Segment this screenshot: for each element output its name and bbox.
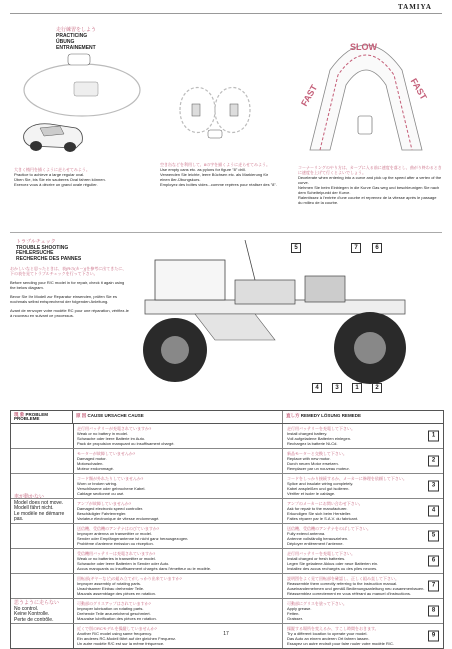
remedy-line: Kabel anspleißen und gut isolieren. [287,486,350,491]
remedy-jp: 説明図をよく見て回転部を確認し、正しく組み直して下さい。 [287,576,399,581]
row-number-badge: 9 [428,631,439,642]
practice-cornering-fr: Ralentissez à l'entrée d'une courbe et reprenez de la vitesse après le passage du milieu de la courbe. [298,195,437,205]
remedy-line: Install charged battery. [287,431,328,436]
header-cause-en: CAUSE URSACHE CAUSE [87,413,144,418]
cause-line: Damaged motor. [77,456,107,461]
row-number-badge: 8 [428,606,439,617]
practice-title-fr: ENTRAINEMENT [56,45,96,51]
track-cornering-illustration [290,30,442,160]
problem-not-move-fr: Le modèle ne démarre pas. [14,510,65,522]
remedy-line: Ask for repair to the manufacturer. [287,506,348,511]
header-problem-en: PROBLEM [25,412,49,417]
cause-line: Sender oder Empfängerantenne ist nicht ganz herausgezogen. [77,536,189,541]
track-label-slow: SLOW [350,42,377,52]
troubleshooting-title-fr: RECHERCHE DES PANNES [16,255,82,262]
cause-jp: 走行用バッテリーが充電されていますか? [77,426,152,431]
remedy-line: Legen Sie geladene Akkus oder neue Batterien ein. [287,561,379,566]
remedy-line: Install charged or fresh batteries. [287,556,346,561]
problem-not-move-jp: 車が動かない [14,494,45,500]
cause-jp: コード類が外れたりしていませんか? [77,476,144,481]
cause-line: Motorschaden. [77,461,104,466]
cause-cell [73,449,283,473]
remedy-cell [283,449,443,473]
remedy-jp: 走行用バッテリーを充電して下さい。 [287,551,355,556]
table-row [11,524,443,549]
cause-line: Problème d'antenne émission ou réception. [77,541,154,546]
cause-line: Drehende Teile anzureichend geschmiert. [77,611,151,616]
troubleshooting-table [10,410,444,649]
section-divider [10,232,442,233]
cause-line: Damaged electronic speed controller. [77,506,144,511]
remedy-line: Essayez un autre endroit pour faire rouler votre modèle R/C. [287,641,394,646]
header-problem [11,411,73,423]
cause-cell [73,499,283,523]
cause-jp: 可動部のグリスアップはされていますか? [77,601,151,606]
table-row [11,549,443,574]
problem-no-control-jp: 思うように走らない [14,600,60,606]
row-number-badge: 5 [428,531,439,542]
practice-title-jp: 走行練習をしよう [56,27,97,33]
practice-eight-fr: Employez des boîtes vides...comme repères pour réaliser des "8". [160,182,277,187]
chassis-illustration [135,240,435,400]
remedy-line: Installez des accus rechargés ou des piles neuves. [287,566,378,571]
cause-line: Improper assembly of rotating parts. [77,581,142,586]
cause-cell [73,599,283,623]
cause-jp: 送信機、受信機のアンテナはのびていますか? [77,526,160,531]
remedy-jp: 可動部にグリスを塗って下さい。 [287,601,347,606]
callout-3: 3 [332,383,342,393]
page-number: 17 [223,631,229,637]
cause-line: Schwache oder leere Batterien in Sender oder Auto. [77,561,170,566]
practice-cornering-de: Nehmen Sie beim Einbiegen in die Kurve Gas weg und beschleunigen Sie nach dem Scheitelpunkt der Kurve. [298,185,440,195]
table-row [11,449,443,474]
cause-line: Another R/C model using same frequency. [77,631,153,636]
cause-line: Ein anderes RC-Modell fährt auf der gleichen Frequenz. [77,636,177,641]
practice-eight-de: Verwenden Sie leichte, leere Büchsen etc. als Markierung für einen 8er-Übungskurs. [160,172,269,182]
header-rule [10,13,442,14]
remedy-cell [283,599,443,623]
problem-not-move-de: Modell fährt nicht. [14,505,54,511]
table-row [11,474,443,499]
cause-jp: 回転部(ギヤーなど)の組み立てがしっかり出来ていますか? [77,576,182,581]
cause-line: Un autre modèle R/C est sur la même fréquence. [77,641,165,646]
problem-no-control-en: No control. [14,605,39,612]
practice-cornering-text [298,165,442,205]
callout-5: 5 [291,243,301,253]
row-number-badge: 1 [428,431,439,442]
problem-no-control-de: Keine Kontrolle. [14,611,50,617]
row-number-badge: 3 [428,481,439,492]
troubleshooting-intro-de: Bevor Sie Ihr Modell zur Reparatur einsenden, prüfen Sie es nochmals selbst entsprechend der folgenden Anleitung. [10,294,117,304]
remedy-line: Reassemble them correctly referring to the instruction manual. [287,581,398,586]
remedy-cell [283,424,443,448]
oval-practice-illustration [10,42,150,160]
remedy-line: Antenne vollständig herausziehen. [287,536,349,541]
header-problem-jp: 現 象 [14,412,25,417]
track-label-fast-left: FAST [299,82,320,108]
cause-line: Mauvais assemblage des pièces en rotation. [77,591,156,596]
troubleshooting-title-jp: トラブルチェック [16,239,56,245]
practice-eight-text [160,162,278,187]
row-number-badge: 7 [428,581,439,592]
cause-line: Mauvaise lubrification des pièces en rotation. [77,616,157,621]
callout-2: 2 [372,383,382,393]
troubleshooting-intro-en: Before sending your R/C model in for repair, check it again using the below diagram. [10,280,125,290]
remedy-line: Apply grease. [287,606,312,611]
remedy-line: Erkundigen Sie sich beim Hersteller. [287,511,352,516]
cause-line: Beschädigter Fahrtenregler. [77,511,127,516]
remedy-line: Voll aufgeladene Batterien einlegen. [287,436,352,441]
cause-jp: モーターが故障していませんか? [77,451,136,456]
cause-line: Improper lubrication on rotating parts. [77,606,144,611]
practice-title-en: PRACTICING [56,33,88,39]
cause-line: Unachtsamer Einbau drehender Teile. [77,586,145,591]
remedy-jp: アンプのメーカーにお問い合わせ下さい。 [287,501,363,506]
remedy-line: Fetten. [287,611,300,616]
remedy-line: Durch neuen Motor ersetzen. [287,461,339,466]
remedy-line: Faites réparer par le S.A.V. du fabricant. [287,516,359,521]
remedy-jp: 操縦する場所を変えるか、すこし時間をおきます。 [287,626,379,631]
cause-line: Weak or no batteries in transmitter or model. [77,556,156,561]
remedy-line: Replace with new motor. [287,456,331,461]
problem-not-move-en: Model does not move. [14,499,64,506]
cause-line: Variateur électronique de vitesse endommagé. [77,516,160,521]
track-label-fast-right: FAST [408,76,429,102]
table-row [11,599,443,624]
cause-line: Worn or broken wiring. [77,481,118,486]
cause-cell [73,574,283,598]
remedy-jp: 送信機、受信機のアンテナをのばして下さい。 [287,526,371,531]
cause-line: Pack de propulsion manquant ou insuffisament chargé. [77,441,175,446]
remedy-line: Fully extend antenna. [287,531,326,536]
cause-line: Verschlissene oder gebrochene Kabel. [77,486,146,491]
remedy-line: Graisser. [287,616,304,621]
problem-no-control-fr: Perte de contrôle. [14,616,54,623]
troubleshooting-title-en: TROUBLE SHOOTING [16,244,69,251]
cause-jp: 近くで別のRCモデルを操縦していませんか? [77,626,157,631]
cause-cell [73,474,283,498]
brand-logo: TAMIYA [397,3,432,11]
troubleshooting-intro-jp: おかしいなと思ったときは、表(Rの(カー))を参考に出てきたに、下の表を見てトラブルチェックを行って下さい。 [10,266,127,276]
remedy-line: Auseinandernehmen und gemäß Bedienungsanleitung neu zusammenbauen. [287,586,425,591]
practice-cornering-en: Decelerate when entering into a curve and pick up the speed after a vertex of the curve. [298,175,442,185]
cause-cell [73,524,283,548]
remedy-line: Déployer entièrement l'antenne. [287,541,344,546]
practice-oval-en: Practice to achieve a large regular oval. [14,172,85,177]
cause-line: Improper antenna on transmitter or model. [77,531,152,536]
header-cause [73,411,283,423]
table-row [11,499,443,524]
cause-line: Weak or no battery in model. [77,431,129,436]
figure-eight-illustration [160,70,270,160]
cause-line: Accus manquants ou insuffisamment chargés dans l'émetteur ou le modèle. [77,566,212,571]
troubleshooting-title-de: FEHLERSUCHE [16,250,54,256]
remedy-cell [283,499,443,523]
cause-jp: アンプが故障していませんか? [77,501,132,506]
callout-1: 1 [352,383,362,393]
remedy-line: Réassemblez correctement en vous référant au manuel d'instructions. [287,591,411,596]
remedy-cell [283,574,443,598]
header-remedy-en: REMEDY LÖSUNG REMEDE [300,413,361,418]
table-body [11,424,443,648]
remedy-line: Vérifier et isoler le cablage. [287,491,336,496]
troubleshooting-intro-fr: Avant de renvoyer votre modèle RC pour une réparation, vérifiez-le à nouveau en suivant ce processus. [10,308,129,318]
practice-title-de: ÜBUNG [56,39,75,45]
cause-line: Cablage sectionné ou usé. [77,491,125,496]
remedy-line: Das Auto an einem anderen Ort fahren lassen. [287,636,370,641]
practice-cornering-jp: コーナーリングのやり方は、カーブに入る前に速度を落とし、曲がり終わるときに速度を上げて行くとよいでしょう。 [298,165,442,175]
troubleshooting-intro [10,266,130,322]
table-header [11,411,443,424]
callout-4: 4 [312,383,322,393]
practice-oval-de: Üben Sie, bis Sie ein sauberes Oval fahren können. [14,177,106,182]
callout-7: 7 [351,243,361,253]
remedy-line: Try a different location to operate your model. [287,631,368,636]
practice-eight-en: Use empty cans etc. as pylons for figure "8" drill. [160,167,246,172]
table-row [11,424,443,449]
cause-jp: 受信機用バッテリーは充電されていますか? [77,551,156,556]
header-problem-fr: PROBLEME [14,416,40,421]
remedy-jp: 走行用バッテリーを充電して下さい。 [287,426,355,431]
table-row [11,574,443,599]
cause-line: Moteur endommagé. [77,466,114,471]
remedy-cell [283,524,443,548]
troubleshooting-title [16,240,81,262]
callout-6: 6 [372,243,382,253]
practice-oval-jp: 大きく楕円を描くように走らせてみよう。 [14,167,90,172]
remedy-cell [283,474,443,498]
practice-eight-jp: 空き缶などを利用して、8の字を描くように走らせてみよう。 [160,162,271,167]
header-cause-jp: 原 因 [76,413,87,418]
remedy-line: Splice and insulate wiring completely. [287,481,354,486]
cause-cell [73,549,283,573]
cause-line: Schwache oder leere Batterie im Auto. [77,436,146,441]
row-number-badge: 6 [428,556,439,567]
row-number-badge: 2 [428,456,439,467]
remedy-line: Remplacer par un nouveau moteur. [287,466,350,471]
remedy-cell [283,549,443,573]
cause-cell [73,424,283,448]
practice-oval-text [14,167,144,187]
remedy-line: Rechargez la batterie Ni-Cd. [287,441,338,446]
header-remedy-jp: 直し方 [286,413,300,418]
practice-oval-fr: Exercez vous à décrire un grand ovale régulier. [14,182,98,187]
remedy-jp: 新品モーターと交換して下さい。 [287,451,347,456]
remedy-jp: コードをしっかり接続するか、メーカーに修理を依頼して下さい。 [287,476,407,481]
row-number-badge: 4 [428,506,439,517]
header-remedy [283,411,443,423]
